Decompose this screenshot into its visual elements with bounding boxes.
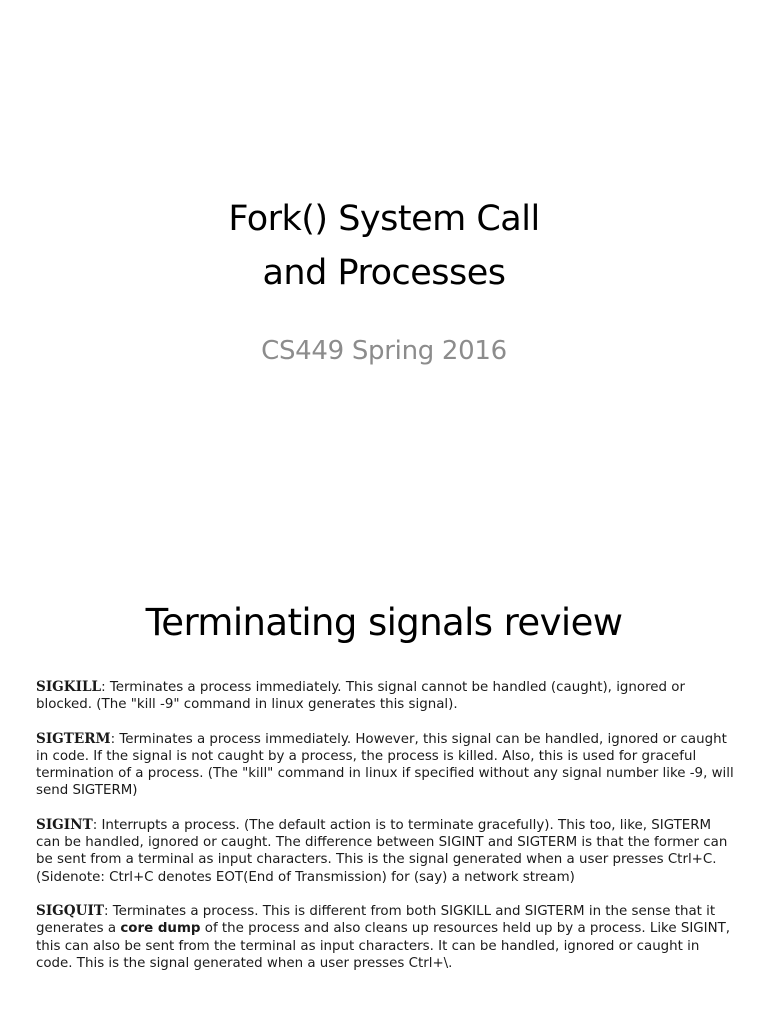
text-sigkill: : Terminates a process immediately. This signal cannot be handled (caught), ignored or blocked. (The "kill -9" command in linux generates this signal).	[36, 680, 685, 713]
signals-review-slide	[0, 576, 768, 1024]
presentation-title	[0, 192, 768, 300]
course-subtitle: CS449 Spring 2016	[261, 336, 507, 366]
text-sigint: : Interrupts a process. (The default action is to terminate gracefully). This too, like, SIGTERM can be handled, ignored or caught. The difference between SIGINT and SIGTERM is that the former can be sent from a terminal as input characters. This is the signal generated when a user presses Ctrl+C. (Sidenote: Ctrl+C denotes EOT(End of Transmission) for (say) a network stream)	[36, 817, 728, 885]
title-line-1: Fork() System Call	[228, 199, 540, 239]
title-line-2: and Processes	[262, 253, 506, 293]
text-sigterm: : Terminates a process immediately. However, this signal can be handled, ignored or caught in code. If the signal is not caught by a process, the process is killed. Also, this is used for graceful termination of a process. (The "kill" command in linux if specified without any signal number like -9, will send SIGTERM)	[36, 731, 734, 799]
definition-sigterm	[36, 731, 736, 800]
term-sigint: SIGINT	[36, 816, 93, 833]
definition-sigint	[36, 817, 736, 886]
term-sigquit: SIGQUIT	[36, 902, 104, 919]
term-sigterm: SIGTERM	[36, 730, 111, 747]
definition-sigquit	[36, 903, 736, 972]
slide-title: Terminating signals review	[145, 601, 623, 644]
definition-sigkill	[36, 679, 736, 714]
term-sigkill: SIGKILL	[36, 679, 102, 695]
emphasis-core-dump: core dump	[120, 921, 201, 937]
signal-definitions	[36, 679, 736, 989]
text-sigquit-after: of the process and also cleans up resources held up by a process. Like SIGINT, this can also be sent from the terminal as input characters. It can be handled, ignored or caught in code. This is the signal generated when a user presses Ctrl+\.	[36, 921, 731, 971]
text-sigquit-before: : Terminates a process. This is different from both SIGKILL and SIGTERM in the sense that it generates a	[36, 903, 716, 937]
